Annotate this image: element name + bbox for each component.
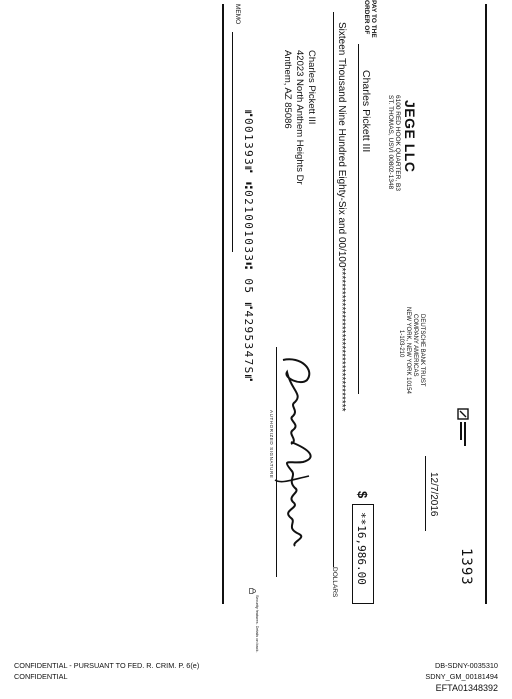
bank-routing-fraction: 1-103-210 <box>398 330 404 358</box>
check-bottom-border <box>222 4 224 604</box>
padlock-icon <box>249 588 256 594</box>
handwritten-signature <box>273 350 321 550</box>
bank-name-line1: DEUTSCHE BANK TRUST <box>419 314 425 387</box>
bank-logo-icon <box>455 408 469 448</box>
authorized-signature-label: AUTHORIZED SIGNATURE <box>269 410 274 479</box>
memo-line <box>232 32 233 252</box>
company-address-line2: ST. THOMAS, USVI 00802-1348 <box>387 95 394 190</box>
check-date: 12/7/2016 <box>428 472 439 517</box>
company-address-line1: 6100 RED HOOK QUARTER, B3 <box>394 95 401 191</box>
memo-label: MEMO <box>234 4 241 25</box>
mailing-address-street: 42023 North Anthem Heights Dr <box>294 50 305 185</box>
footer-bates-sdny: SDNY_GM_00181494 <box>425 672 498 681</box>
bank-name-line2: COMPANY AMERICAS <box>412 314 418 377</box>
footer-bates-db: DB-SDNY-0035310 <box>434 661 498 670</box>
bank-check <box>217 0 487 653</box>
pay-to-label: PAY TO THE <box>370 0 377 38</box>
check-amount: **16,986.00 <box>355 512 368 585</box>
check-number: 1393 <box>458 548 474 586</box>
footer-confidential-line2: CONFIDENTIAL <box>14 672 68 681</box>
date-line <box>425 456 426 531</box>
company-name: JEGE LLC <box>402 100 418 173</box>
footer-confidential-line1: CONFIDENTIAL - PURSUANT TO FED. R. CRIM. P. 6(e) <box>14 661 200 670</box>
footer-bates-efta: EFTA01348392 <box>435 683 498 693</box>
bank-city-line: NEW YORK, NEW YORK 10154 <box>405 307 411 394</box>
mailing-address-name: Charles Pickett III <box>306 50 317 125</box>
dollar-sign: $ <box>355 491 370 499</box>
signature-line <box>276 347 277 577</box>
dollars-label: DOLLARS <box>331 567 338 598</box>
payee-name: Charles Pickett III <box>360 70 372 153</box>
order-of-label: ORDER OF <box>363 0 370 35</box>
check-top-border <box>485 4 487 604</box>
security-features-note: Security features. Details on back. <box>255 595 259 653</box>
micr-line: ⑈001393⑈ ⑆021001033⑆ 05 ⑈4295347S⑈ <box>242 110 255 383</box>
mailing-address-city: Anthem, AZ 85086 <box>282 50 293 129</box>
amount-in-words: Sixteen Thousand Nine Hundred Eighty-Six and 00/100************************************* <box>336 22 347 412</box>
amount-words-line <box>333 12 334 567</box>
payee-line <box>358 44 359 394</box>
